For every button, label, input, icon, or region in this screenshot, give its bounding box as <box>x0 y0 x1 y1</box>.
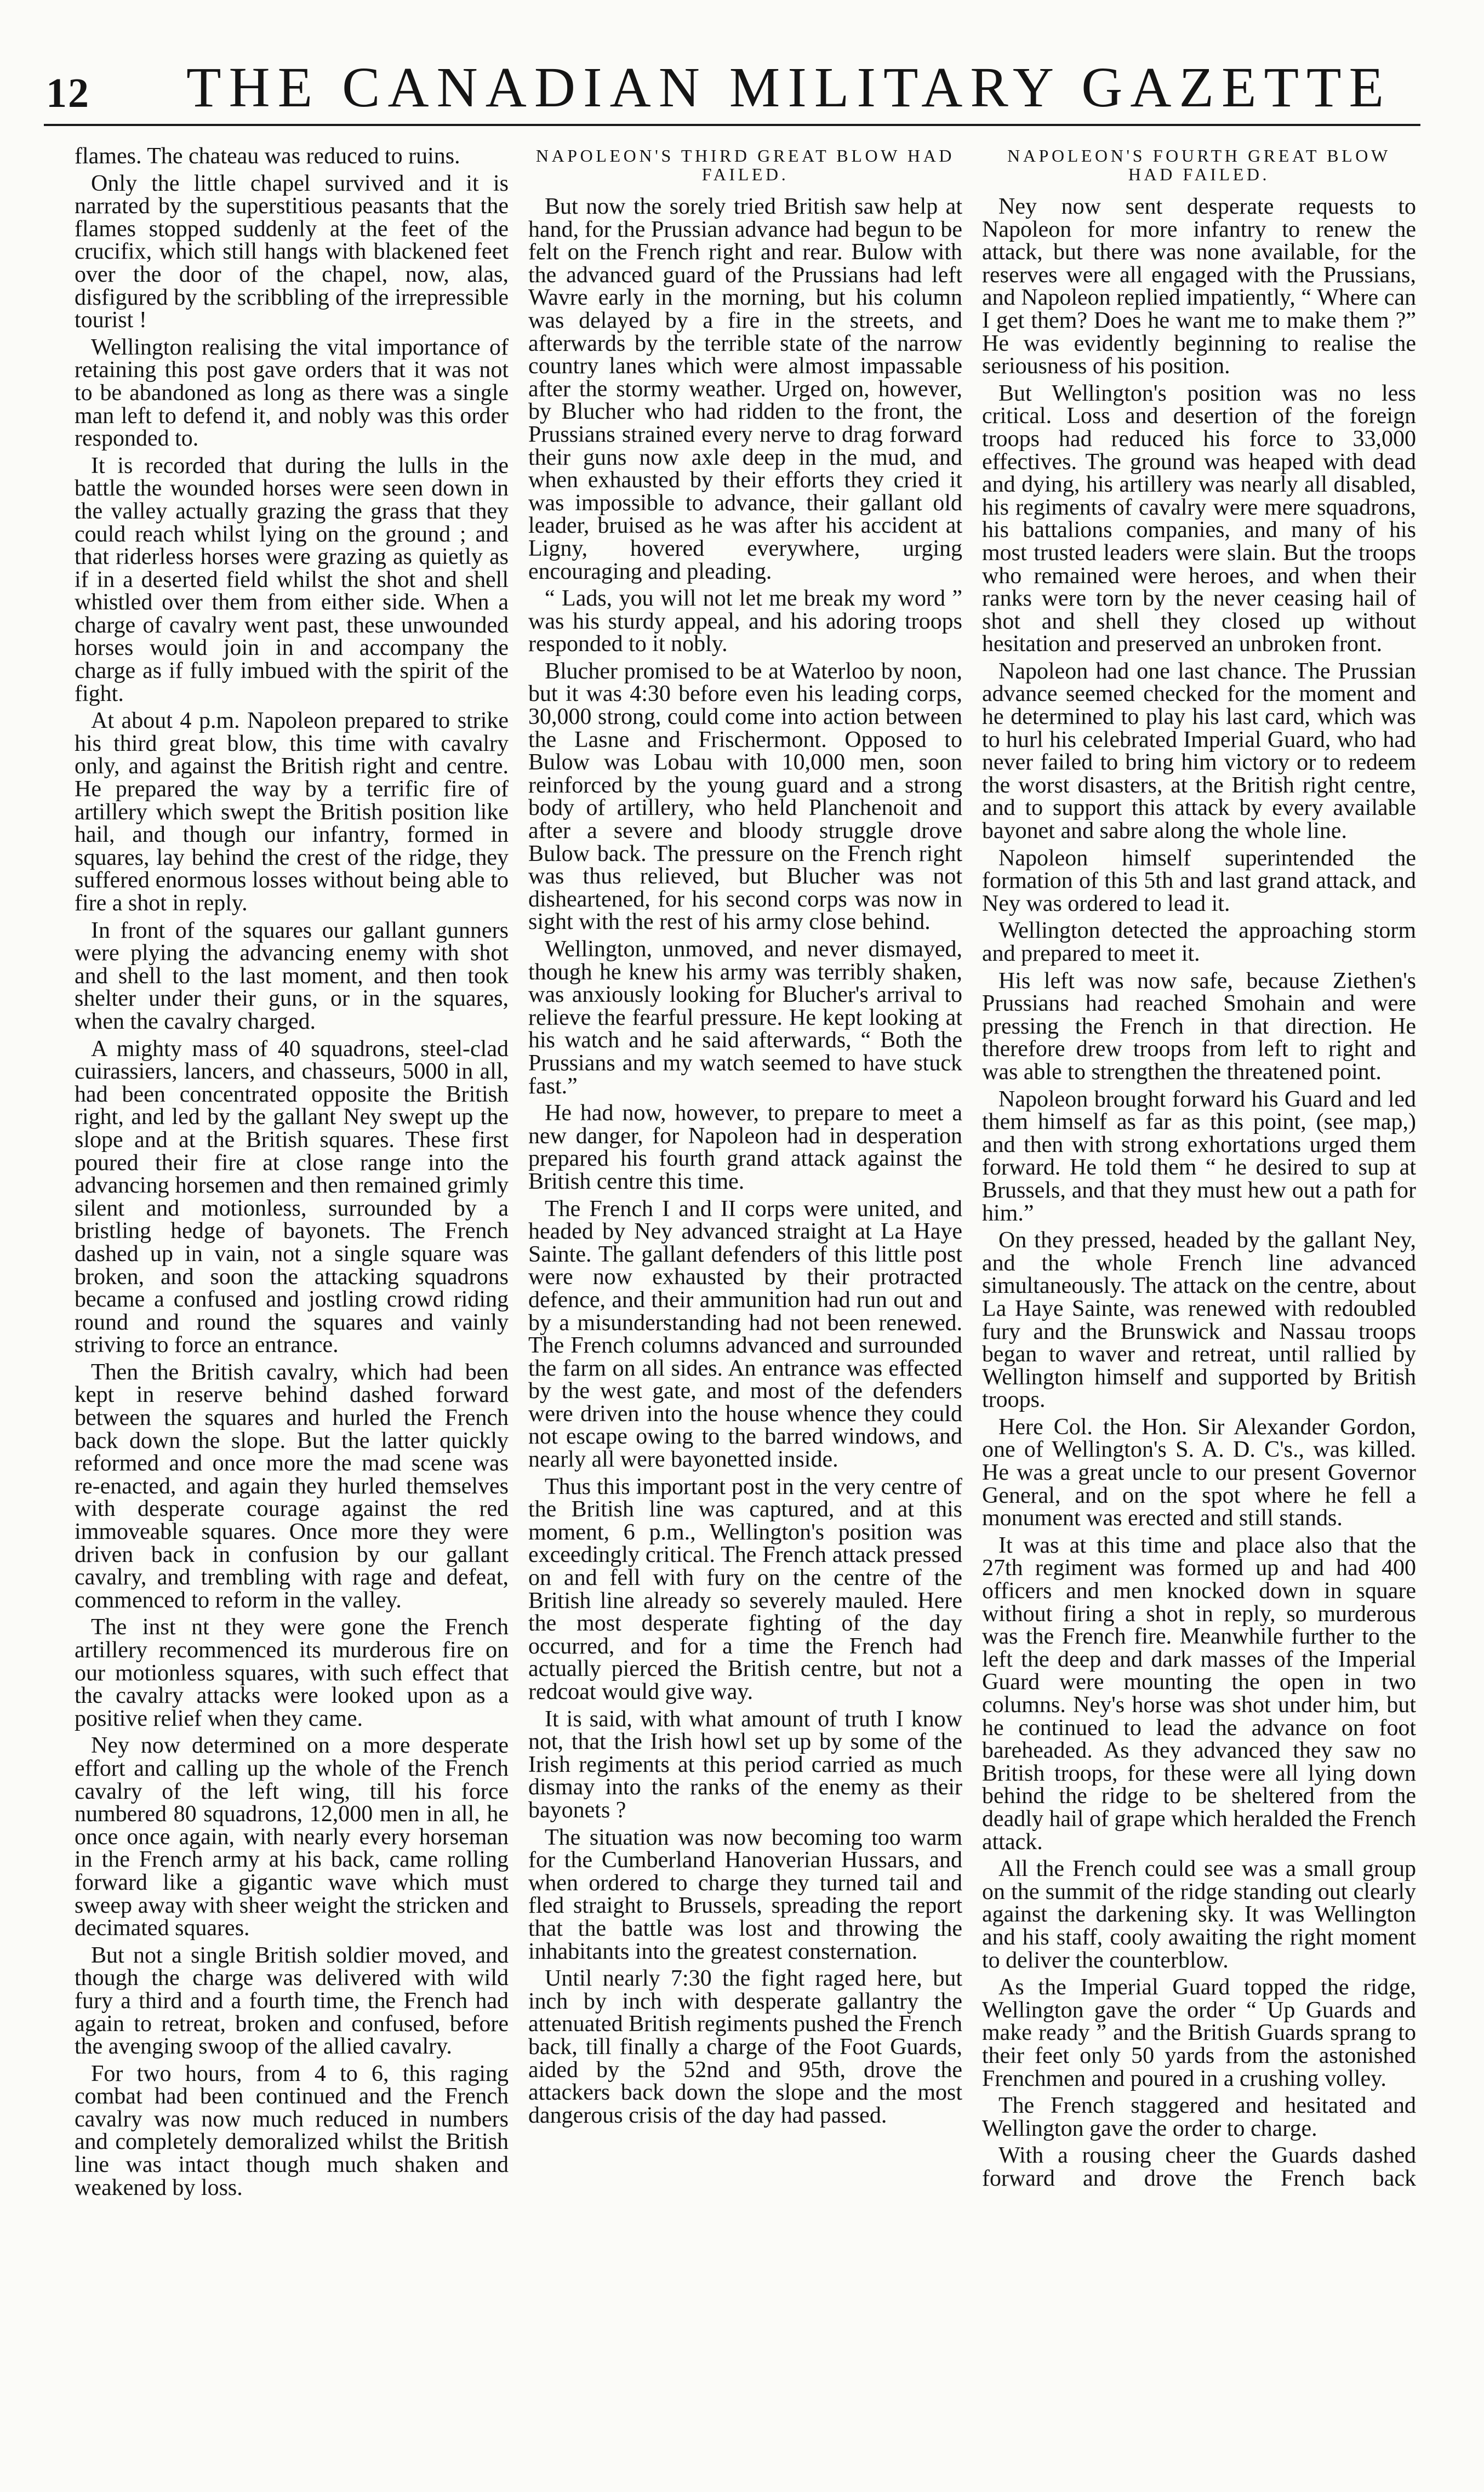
section-heading: NAPOLEON'S FOURTH GREAT BLOW HAD FAILED. <box>1007 146 1391 184</box>
article-paragraph: Here Col. the Hon. Sir Alexander Gordon, one of Wellington's S. A. D. C's., was killed. He was a great uncle to our present Governor General, and on the spot where he fell a monument was erected and still stands. <box>982 1414 1416 1531</box>
article-paragraph: Ney now sent desperate requests to Napoleon for more infantry to renew the attack, but there was none available, for the reserves were all engaged with the Prussians, and Napoleon replied impatiently, “ Where can I get them? Does he want me to make them ?” He was evidently beginning to realise the seriousness of his position. <box>982 194 1416 379</box>
article-paragraph: “ Lads, you will not let me break my word ” was his sturdy appeal, and his adoring troops responded to it nobly. <box>528 586 962 657</box>
article-paragraph: But not a single British soldier moved, and though the charge was delivered with wild fury a third and a fourth time, the French had again to retreat, broken and confused, before the avenging swoop of the allied cavalry. <box>75 1942 509 2060</box>
article-paragraph: Only the little chapel survived and it is narrated by the superstitious peasants that the flames stopped suddenly at the feet of the crucifix, which still hangs with blackened feet over the door of the chapel, now, alas, disfigured by the scribbling of the irrepressible tourist ! <box>75 170 509 333</box>
page-number: 12 <box>46 70 90 116</box>
column-1 <box>75 145 509 2204</box>
column-2 <box>528 145 962 2131</box>
article-paragraph: For two hours, from 4 to 6, this raging combat had been continued and the French cavalry was now much reduced in numbers and completely demoralized whilst the British line was intact though much shaken and weakened by loss. <box>75 2061 509 2200</box>
article-paragraph: Ney now determined on a more desperate effort and calling up the whole of the French cavalry of the left wing, till his force numbered 80 squadrons, 12,000 men in all, he once once again, with nearly every horseman in the French army at his back, came rolling forward like a gigantic wave which must sweep away with sheer weight the stricken and decimated squares. <box>75 1733 509 1941</box>
article-paragraph: As the Imperial Guard topped the ridge, Wellington gave the order “ Up Guards and make ready ” and the British Guards sprang to their feet only 50 yards from the astonished Frenchmen and poured in a crushing volley. <box>982 1975 1416 2091</box>
article-paragraph: Wellington detected the approaching storm and prepared to meet it. <box>982 918 1416 966</box>
article-paragraph: It is said, with what amount of truth I know not, that the Irish howl set up by some of the Irish regiments at this period carried as much dismay into the ranks of the enemy as their bayonets ? <box>528 1706 962 1823</box>
article-paragraph: The inst nt they were gone the French artillery recommenced its murderous fire on our motionless squares, with such effect that the cavalry attacks were looked upon as a positive relief when they came. <box>75 1615 509 1731</box>
column-3 <box>982 145 1416 2194</box>
section-heading: NAPOLEON'S THIRD GREAT BLOW HAD FAILED. <box>535 146 955 184</box>
article-paragraph: Wellington realising the vital importance of retaining this post gave orders that it was not to be abandoned as long as there was a single man left to defend it, and nobly was this order responded to. <box>75 334 509 452</box>
article-paragraph: In front of the squares our gallant gunners were plying the advancing enemy with shot and shell to the last moment, and then took shelter under their guns, or in the squares, when the cavalry charged. <box>75 917 509 1034</box>
article-paragraph: At about 4 p.m. Napoleon prepared to strike his third great blow, this time with cavalry only, and against the British right and centre. He prepared the way by a terrific fire of artillery which swept the British position like hail, and though our infantry, formed in squares, lay behind the crest of the ridge, they suffered enormous losses without being able to fire a shot in reply. <box>75 708 509 916</box>
article-paragraph: Blucher promised to be at Waterloo by noon, but it was 4:30 before even his leading corps, 30,000 strong, could come into action between the Lasne and Frischermont. Opposed to Bulow was Lobau with 10,000 men, soon reinforced by the young guard and a strong body of artillery, who held Planchenoit and after a severe and bloody struggle drove Bulow back. The pressure on the French right was thus relieved, but Blucher was not disheartened, for his second corps was now in sight with the rest of his army close behind. <box>528 658 962 935</box>
article-paragraph: flames. The chateau was reduced to ruins. <box>75 144 460 169</box>
article-paragraph: Until nearly 7:30 the fight raged here, but inch by inch with desperate gallantry the attenuated British regiments pushed the French back, till finally a charge of the Foot Guards, aided by the 52nd and 95th, drove the attackers back down the slope and the most dangerous crisis of the day had passed. <box>528 1966 962 2128</box>
masthead-title: THE CANADIAN MILITARY GAZETTE <box>186 56 1392 119</box>
article-paragraph: He had now, however, to prepare to meet a new danger, for Napoleon had in desperation prepared his fourth grand attack against the British centre this time. <box>528 1100 962 1194</box>
article-paragraph: The French I and II corps were united, and headed by Ney advanced straight at La Haye Sainte. The gallant defenders of this little post were now exhausted by their protracted defence, and their ammunition had run out and by a misunderstanding had not been renewed. The French columns advanced and surrounded the farm on all sides. An entrance was effected by the west gate, and most of the defenders were driven into the house whence they could not escape owing to the barred windows, and nearly all were bayonetted inside. <box>528 1196 962 1473</box>
article-paragraph: It was at this time and place also that the 27th regiment was formed up and had 400 officers and men knocked down in square without firing a shot in reply, so murderous was the French fire. Meanwhile further to the left the deep and dark masses of the Imperial Guard were mounting the open in two columns. Ney's horse was shot under him, but he continued to lead the advance on foot bareheaded. As they advanced they saw no British troops, for these were all lying down behind the ridge to be sheltered from the deadly hail of grape which heralded the French attack. <box>982 1532 1416 1855</box>
article-paragraph: But Wellington's position was no less critical. Loss and desertion of the foreign troops had reduced his force to 33,000 effectives. The ground was heaped with dead and dying, his artillery was nearly all disabled, his regiments of cavalry were mere squadrons, his battalions companies, and many of his most trusted leaders were slain. But the troops who remained were heroes, and when their ranks were torn by the never ceasing hail of shot and shell they closed up without hesitation and preserved an unbroken front. <box>982 380 1416 657</box>
article-paragraph: A mighty mass of 40 squadrons, steel-clad cuirassiers, lancers, and chasseurs, 5000 in all, had been concentrated opposite the British right, and led by the gallant Ney swept up the slope and at the British squares. These first poured their fire at close range into the advancing horsemen and then remained grimly silent and motionless, surrounded by a bristling hedge of bayonets. The French dashed up in vain, not a single square was broken, and soon the attacking squadrons became a confused and jostling crowd riding round and round the squares and vainly striving to force an entrance. <box>75 1036 509 1358</box>
article-paragraph: His left was now safe, because Ziethen's Prussians had reached Smohain and were pressing the French in that direction. He therefore drew troops from left to right and was able to strengthen the threatened point. <box>982 968 1416 1085</box>
article-paragraph: With a rousing cheer the Guards dashed forward and drove the French back <box>982 2143 1416 2191</box>
article-paragraph: Napoleon brought forward his Guard and led them himself as far as this point, (see map,) and then with strong exhortations urged them forward. He told them “ he desired to sup at Brussels, and that they must hew out a path for him.” <box>982 1086 1416 1226</box>
article-paragraph: Thus this important post in the very centre of the British line was captured, and at this moment, 6 p.m., Wellington's position was exceedingly critical. The French attack pressed on and fell with fury on the centre of the British line already so severely mauled. Here the most desperate fighting of the day occurred, and for a time the French had actually pierced the British centre, but not a redcoat would give way. <box>528 1474 962 1704</box>
article-paragraph: Napoleon himself superintended the formation of this 5th and last grand attack, and Ney was ordered to lead it. <box>982 845 1416 916</box>
article-paragraph: Napoleon had one last chance. The Prussian advance seemed checked for the moment and he determined to play his last card, which was to hurl his celebrated Imperial Guard, who had never failed to bring him victory or to redeem the worst disasters, at the British right centre, and to support this attack by every available bayonet and sabre along the whole line. <box>982 658 1416 844</box>
article-paragraph: Wellington, unmoved, and never dismayed, though he knew his army was terribly shaken, was anxiously looking for Blucher's arrival to relieve the fearful pressure. He kept looking at his watch and he said afterwards, “ Both the Prussians and my watch seemed to have stuck fast.” <box>528 937 962 1099</box>
article-paragraph: It is recorded that during the lulls in the battle the wounded horses were seen down in the valley actually grazing the grass that they could reach whilst lying on the ground ; and that riderless horses were grazing as quietly as if in a deserted field whilst the shot and shell whistled over them from either side. When a charge of cavalry went past, these unwounded horses would join in and accompany the charge as if fully imbued with the spirit of the fight. <box>75 453 509 706</box>
article-paragraph: But now the sorely tried British saw help at hand, for the Prussian advance had begun to be felt on the French right and rear. Bulow with the advanced guard of the Prussians had left Wavre early in the morning, but his column was delayed by a fire in the streets, and afterwards by the terrible state of the narrow country lanes which were almost impassable after the stormy weather. Urged on, however, by Blucher who had ridden to the front, the Prussians strained every nerve to drag forward their guns now axle deep in the mud, and when exhausted by their efforts they cried it was impossible to advance, their gallant old leader, bruised as he was after his accident at Ligny, hovered everywhere, urging encouraging and pleading. <box>528 194 962 584</box>
article-paragraph: All the French could see was a small group on the summit of the ridge standing out clearly against the darkening sky. It was Wellington and his staff, cooly awaiting the right moment to deliver the counterblow. <box>982 1856 1416 1973</box>
article-paragraph: The French staggered and hesitated and Wellington gave the order to charge. <box>982 2093 1416 2141</box>
article-paragraph: Then the British cavalry, which had been kept in reserve behind dashed forward between the squares and hurled the French back down the slope. But the latter quickly reformed and once more the mad scene was re-enacted, and again they hurled themselves with desperate courage against the red immoveable squares. Once more they were driven back in confusion by our gallant cavalry, and trembling with rage and defeat, commenced to reform in the valley. <box>75 1359 509 1613</box>
masthead-rule <box>44 124 1420 126</box>
article-paragraph: The situation was now becoming too warm for the Cumberland Hanoverian Hussars, and when ordered to charge they turned tail and fled straight to Brussels, spreading the report that the battle was lost and throwing the inhabitants into the greatest consternation. <box>528 1824 962 1964</box>
article-paragraph: On they pressed, headed by the gallant Ney, and the whole French line advanced simultaneously. The attack on the centre, about La Haye Sainte, was renewed with redoubled fury and the Brunswick and Nassau troops began to waver and retreat, until rallied by Wellington himself and supported by British troops. <box>982 1228 1416 1413</box>
